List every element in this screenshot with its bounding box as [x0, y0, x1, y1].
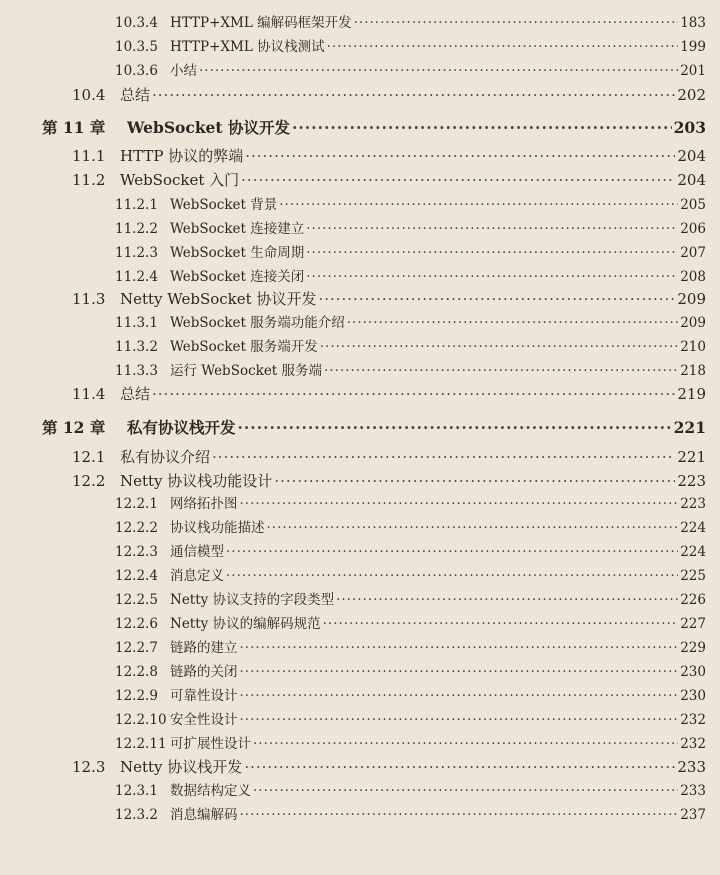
toc-entry-title: HTTP+XML 编解码框架开发	[170, 15, 352, 31]
toc-entry-page-number: 223	[677, 472, 706, 490]
toc-entry[interactable]	[0, 145, 720, 167]
dot-leader	[267, 517, 679, 539]
toc-entry-page-number: 223	[680, 496, 706, 512]
toc-entry-page-number: 232	[680, 736, 706, 752]
toc-entry-title: 消息编解码	[170, 807, 238, 823]
toc-entry-number: 12.2.3	[115, 544, 158, 560]
dot-leader	[241, 169, 675, 191]
toc-entry-title: Netty 协议的编解码规范	[170, 616, 321, 632]
dot-leader	[240, 685, 679, 707]
toc-entry-number: 11.2.4	[115, 269, 158, 285]
toc-entry-title: 运行 WebSocket 服务端	[170, 363, 323, 379]
toc-entry-title: 安全性设计	[170, 712, 238, 728]
dot-leader	[244, 756, 675, 778]
dot-leader	[279, 194, 678, 216]
toc-entry[interactable]	[0, 218, 720, 240]
toc-entry-page-number: 221	[673, 418, 706, 437]
toc-entry[interactable]	[0, 493, 720, 515]
toc-entry-title: Netty 协议栈开发	[120, 758, 243, 776]
toc-entry-page-number: 201	[680, 63, 706, 79]
dot-leader	[274, 470, 675, 492]
toc-entry-number: 12.2.6	[115, 616, 158, 632]
dot-leader	[347, 312, 678, 334]
dot-leader	[318, 288, 675, 310]
dot-leader	[245, 145, 675, 167]
dot-leader	[199, 60, 678, 82]
toc-entry[interactable]	[0, 756, 720, 778]
toc-entry-page-number: 230	[680, 688, 706, 704]
toc-entry-number: 11.2	[72, 171, 106, 189]
toc-entry-number: 12.2.11	[115, 736, 167, 752]
toc-entry-number: 12.3.2	[115, 807, 158, 823]
toc-entry[interactable]	[0, 417, 720, 439]
toc-entry-title: 私有协议介绍	[120, 448, 211, 466]
toc-entry-title: 可靠性设计	[170, 688, 238, 704]
toc-entry-number: 10.4	[72, 86, 106, 104]
toc-entry-number: 12.2	[72, 472, 106, 490]
toc-entry-page-number: 237	[680, 807, 706, 823]
dot-leader	[152, 84, 675, 106]
toc-entry-page-number: 206	[680, 221, 706, 237]
toc-entry[interactable]	[0, 266, 720, 288]
toc-entry-title: 数据结构定义	[170, 783, 251, 799]
dot-leader	[253, 780, 678, 802]
toc-entry-page-number: 232	[680, 712, 706, 728]
dot-leader	[323, 613, 679, 635]
toc-entry[interactable]	[0, 169, 720, 191]
toc-entry[interactable]	[0, 661, 720, 683]
toc-entry-page-number: 224	[680, 520, 706, 536]
dot-leader	[253, 733, 678, 755]
toc-entry-title: Netty WebSocket 协议开发	[120, 290, 317, 308]
toc-entry-page-number: 221	[677, 448, 706, 466]
toc-entry[interactable]	[0, 589, 720, 611]
toc-entry-number: 12.2.9	[115, 688, 158, 704]
toc-entry-number: 12.3.1	[115, 783, 158, 799]
dot-leader	[152, 383, 675, 405]
toc-entry-title: 链路的建立	[170, 640, 238, 656]
dot-leader	[320, 336, 678, 358]
toc-entry-number: 11.3	[72, 290, 106, 308]
toc-entry-page-number: 230	[680, 664, 706, 680]
toc-entry-number: 11.2.3	[115, 245, 158, 261]
toc-entry-title: 协议栈功能描述	[170, 520, 265, 536]
dot-leader	[240, 637, 679, 659]
toc-entry-number: 11.4	[72, 385, 106, 403]
dot-leader	[327, 36, 679, 58]
dot-leader	[354, 12, 679, 34]
dot-leader	[240, 804, 679, 826]
toc-entry-page-number: 233	[680, 783, 706, 799]
toc-entry-number: 12.2.8	[115, 664, 158, 680]
toc-entry[interactable]	[0, 383, 720, 405]
toc-entry[interactable]	[0, 517, 720, 539]
toc-entry-page-number: 199	[680, 39, 706, 55]
toc-entry-number: 10.3.4	[115, 15, 158, 31]
toc-entry-title: WebSocket 连接建立	[170, 221, 305, 237]
toc-entry-title: 小结	[170, 63, 197, 79]
dot-leader	[292, 117, 672, 139]
toc-entry-page-number: 218	[680, 363, 706, 379]
dot-leader	[226, 565, 678, 587]
toc-entry[interactable]	[0, 565, 720, 587]
toc-entry-page-number: 183	[680, 15, 706, 31]
toc-entry-title: WebSocket 背景	[170, 197, 278, 213]
toc-entry[interactable]	[0, 733, 720, 755]
toc-entry-title: WebSocket 连接关闭	[170, 269, 305, 285]
toc-entry-page-number: 224	[680, 544, 706, 560]
toc-entry[interactable]	[0, 446, 720, 468]
toc-entry-number: 12.1	[72, 448, 106, 466]
toc-entry[interactable]	[0, 117, 720, 139]
toc-entry-number: 第 11 章	[42, 118, 106, 137]
toc-entry-number: 11.3.2	[115, 339, 158, 355]
toc-entry-title: HTTP+XML 协议栈测试	[170, 39, 325, 55]
toc-entry-page-number: 208	[680, 269, 706, 285]
toc-entry-number: 10.3.6	[115, 63, 158, 79]
toc-entry[interactable]	[0, 685, 720, 707]
toc-entry-page-number: 210	[680, 339, 706, 355]
toc-entry-number: 第 12 章	[42, 418, 106, 437]
toc-entry[interactable]	[0, 804, 720, 826]
toc-entry-number: 12.2.2	[115, 520, 158, 536]
toc-entry[interactable]	[0, 613, 720, 635]
toc-entry[interactable]	[0, 709, 720, 731]
toc-entry[interactable]	[0, 36, 720, 58]
toc-entry-title: WebSocket 入门	[120, 171, 240, 189]
dot-leader	[240, 661, 679, 683]
toc-entry[interactable]	[0, 60, 720, 82]
toc-entry-number: 11.3.1	[115, 315, 158, 331]
toc-entry[interactable]	[0, 84, 720, 106]
dot-leader	[240, 493, 679, 515]
toc-entry-title: 链路的关闭	[170, 664, 238, 680]
toc-entry-number: 12.2.7	[115, 640, 158, 656]
toc-entry-title: 总结	[120, 385, 151, 403]
toc-entry-page-number: 207	[680, 245, 706, 261]
toc-entry-title: WebSocket 服务端功能介绍	[170, 315, 345, 331]
toc-entry-title: 私有协议栈开发	[127, 418, 236, 437]
dot-leader	[306, 242, 678, 264]
toc-entry-number: 12.2.10	[115, 712, 167, 728]
toc-entry[interactable]	[0, 541, 720, 563]
toc-entry-number: 11.1	[72, 147, 106, 165]
toc-entry-page-number: 219	[677, 385, 706, 403]
toc-entry-page-number: 204	[677, 171, 706, 189]
toc-entry-number: 12.2.1	[115, 496, 158, 512]
toc-entry-number: 11.2.2	[115, 221, 158, 237]
toc-entry-page-number: 209	[680, 315, 706, 331]
toc-entry-page-number: 225	[680, 568, 706, 584]
toc-entry-page-number: 202	[677, 86, 706, 104]
toc-entry-title: 总结	[120, 86, 151, 104]
toc-entry-page-number: 203	[673, 118, 706, 137]
dot-leader	[306, 266, 678, 288]
toc-entry[interactable]	[0, 194, 720, 216]
toc-entry-title: Netty 协议支持的字段类型	[170, 592, 335, 608]
toc-entry-page-number: 209	[677, 290, 706, 308]
toc-entry-title: 可扩展性设计	[170, 736, 251, 752]
toc-entry-page-number: 229	[680, 640, 706, 656]
toc-entry[interactable]	[0, 288, 720, 310]
dot-leader	[336, 589, 678, 611]
toc-entry-number: 12.3	[72, 758, 106, 776]
toc-entry-number: 11.2.1	[115, 197, 158, 213]
dot-leader	[226, 541, 678, 563]
dot-leader	[240, 709, 679, 731]
toc-entry[interactable]	[0, 637, 720, 659]
toc-entry-title: WebSocket 生命周期	[170, 245, 305, 261]
toc-entry[interactable]	[0, 242, 720, 264]
toc-entry[interactable]	[0, 470, 720, 492]
toc-entry-page-number: 204	[677, 147, 706, 165]
dot-leader	[212, 446, 675, 468]
toc-entry-page-number: 233	[677, 758, 706, 776]
toc-entry-number: 11.3.3	[115, 363, 158, 379]
toc-entry-title: Netty 协议栈功能设计	[120, 472, 273, 490]
toc-entry-number: 12.2.5	[115, 592, 158, 608]
dot-leader	[306, 218, 678, 240]
dot-leader	[324, 360, 678, 382]
toc-entry[interactable]	[0, 312, 720, 334]
toc-entry-number: 12.2.4	[115, 568, 158, 584]
toc-entry[interactable]	[0, 336, 720, 358]
toc-entry[interactable]	[0, 360, 720, 382]
toc-entry-page-number: 205	[680, 197, 706, 213]
toc-entry-page-number: 226	[680, 592, 706, 608]
toc-entry-title: HTTP 协议的弊端	[120, 147, 244, 165]
toc-entry-title: WebSocket 协议开发	[127, 118, 290, 137]
toc-entry-title: WebSocket 服务端开发	[170, 339, 318, 355]
toc-entry-page-number: 227	[680, 616, 706, 632]
toc-entry-number: 10.3.5	[115, 39, 158, 55]
toc-entry-title: 网络拓扑图	[170, 496, 238, 512]
dot-leader	[238, 417, 672, 439]
toc-entry-title: 通信模型	[170, 544, 224, 560]
toc-entry[interactable]	[0, 780, 720, 802]
toc-entry-title: 消息定义	[170, 568, 224, 584]
toc-entry[interactable]	[0, 12, 720, 34]
